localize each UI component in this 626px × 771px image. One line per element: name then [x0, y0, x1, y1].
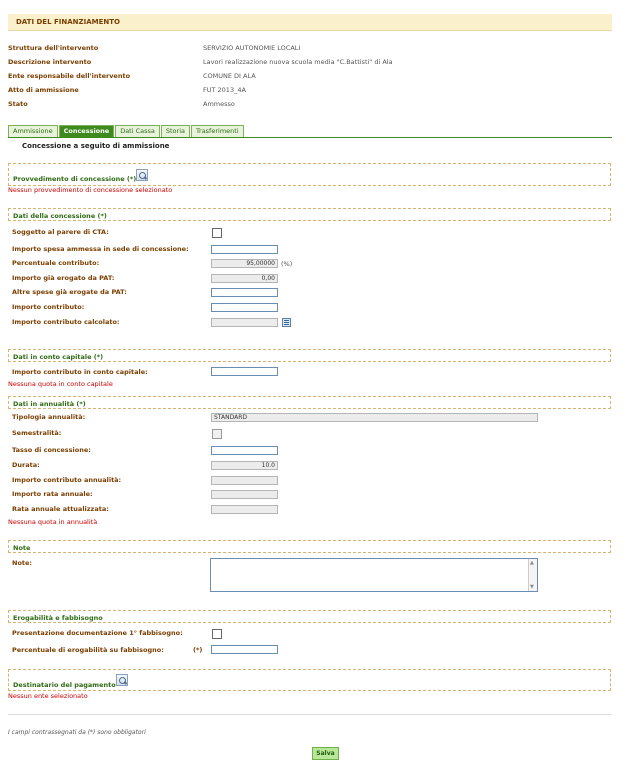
note-box — [8, 540, 611, 553]
semestralita-label: Semestralità: — [12, 429, 62, 437]
tab-divider — [8, 137, 612, 138]
calculator-icon[interactable] — [282, 318, 291, 327]
importo-annualita-label: Importo contributo annualità: — [12, 476, 122, 484]
erogabilita-title: Erogabilità e fabbisogno — [13, 614, 103, 622]
info-label: Stato — [8, 100, 28, 108]
presentazione-checkbox[interactable] — [212, 629, 222, 639]
info-label: Descrizione intervento — [8, 58, 92, 66]
tipologia-select[interactable]: STANDARD — [211, 413, 538, 422]
conto-capitale-input[interactable] — [211, 367, 278, 376]
search-icon[interactable] — [136, 169, 148, 181]
conto-capitale-title: Dati in conto capitale (*) — [13, 353, 104, 361]
semestralita-checkbox[interactable] — [212, 429, 222, 439]
info-row-struttura — [8, 44, 608, 54]
dati-concessione-box — [8, 208, 611, 221]
info-row-descrizione — [8, 58, 608, 68]
info-row-atto — [8, 86, 608, 96]
importo-spesa-input[interactable] — [211, 245, 278, 254]
tab-trasferimenti[interactable]: Trasferimenti — [191, 125, 244, 137]
durata-label: Durata: — [12, 461, 40, 469]
presentazione-label: Presentazione documentazione 1° fabbisogno: — [12, 629, 183, 637]
percentuale-unit: (%) — [281, 260, 293, 268]
tab-concessione[interactable]: Concessione — [59, 125, 115, 137]
tab-bar — [8, 125, 245, 137]
info-label: Atto di ammissione — [8, 86, 79, 94]
percentuale-erogabilita-label: Percentuale di erogabilità su fabbisogno: — [12, 646, 164, 654]
tab-storia[interactable]: Storia — [161, 125, 190, 137]
scroll-down-icon[interactable]: ▼ — [530, 584, 534, 590]
tipologia-label: Tipologia annualità: — [12, 413, 86, 421]
destinatario-title: Destinatario del pagamento — [13, 681, 116, 689]
annualita-title: Dati in annualità (*) — [13, 400, 86, 408]
conto-capitale-label: Importo contributo in conto capitale: — [12, 368, 148, 376]
importo-calcolato-input — [211, 318, 278, 327]
rata-annuale-input — [211, 490, 278, 499]
destinatario-box — [8, 669, 611, 691]
scroll-up-icon[interactable]: ▲ — [530, 560, 534, 566]
rata-attualizzata-label: Rata annuale attualizzata: — [12, 505, 109, 513]
importo-erogato-input: 0,00 — [211, 274, 278, 283]
required-marker: (*) — [193, 646, 203, 654]
section-title: DATI DEL FINANZIAMENTO — [16, 18, 120, 26]
percentuale-label: Percentuale contributo: — [12, 259, 100, 267]
annualita-error: Nessuna quota in annualità — [8, 518, 98, 526]
importo-calcolato-label: Importo contributo calcolato: — [12, 318, 120, 326]
soggetto-cta-label: Soggetto al parere di CTA: — [12, 228, 109, 236]
note-scrollbar[interactable] — [528, 559, 537, 591]
importo-contributo-label: Importo contributo: — [12, 303, 85, 311]
tasso-label: Tasso di concessione: — [12, 446, 91, 454]
importo-annualita-input — [211, 476, 278, 485]
importo-spesa-label: Importo spesa ammessa in sede di concessione: — [12, 245, 189, 253]
page-subtitle: Concessione a seguito di ammissione — [22, 142, 170, 150]
info-row-ente — [8, 72, 608, 82]
info-value: Lavori realizzazione nuova scuola media "C.Battisti" di Ala — [203, 58, 393, 66]
note-label: Note: — [12, 559, 33, 567]
importo-contributo-input[interactable] — [211, 303, 278, 312]
dati-concessione-title: Dati della concessione (*) — [13, 212, 107, 220]
info-value: FUT 2013_4A — [203, 86, 246, 94]
altre-spese-label: Altre spese già erogate da PAT: — [12, 288, 127, 296]
info-row-stato — [8, 100, 608, 110]
durata-input: 10.0 — [211, 461, 278, 470]
erogabilita-box — [8, 610, 611, 623]
rata-attualizzata-input — [211, 505, 278, 514]
conto-capitale-error: Nessuna quota in conto capitale — [8, 380, 113, 388]
importo-erogato-label: Importo già erogato da PAT: — [12, 274, 115, 282]
note-textarea[interactable] — [210, 558, 538, 592]
altre-spese-input[interactable] — [211, 288, 278, 297]
percentuale-erogabilita-input[interactable] — [211, 645, 278, 654]
destinatario-error: Nessun ente selezionato — [8, 692, 88, 700]
info-value: Ammesso — [203, 100, 235, 108]
note-title: Note — [13, 544, 31, 552]
provvedimento-box — [8, 163, 611, 186]
info-label: Struttura dell'intervento — [8, 44, 99, 52]
info-value: COMUNE DI ALA — [203, 72, 256, 80]
soggetto-cta-checkbox[interactable] — [212, 228, 222, 238]
search-icon[interactable] — [116, 674, 128, 686]
provvedimento-title: Provvedimento di concessione (*) — [13, 175, 137, 183]
info-label: Ente responsabile dell'intervento — [8, 72, 131, 80]
tab-ammissione[interactable]: Ammissione — [8, 125, 58, 137]
footer-divider — [8, 714, 612, 715]
tab-dati-cassa[interactable]: Dati Cassa — [115, 125, 160, 137]
conto-capitale-box — [8, 349, 611, 362]
provvedimento-error: Nessun provvedimento di concessione selezionato — [8, 186, 173, 194]
rata-annuale-label: Importo rata annuale: — [12, 490, 93, 498]
annualita-box — [8, 396, 611, 409]
percentuale-input: 95,00000 — [211, 259, 278, 268]
required-footnote: I campi contrassegnati da (*) sono obbligatori — [8, 729, 146, 736]
info-value: SERVIZIO AUTONOMIE LOCALI — [203, 44, 301, 52]
save-button[interactable]: Salva — [312, 747, 339, 760]
section-header — [8, 14, 612, 31]
tasso-input[interactable] — [211, 446, 278, 455]
